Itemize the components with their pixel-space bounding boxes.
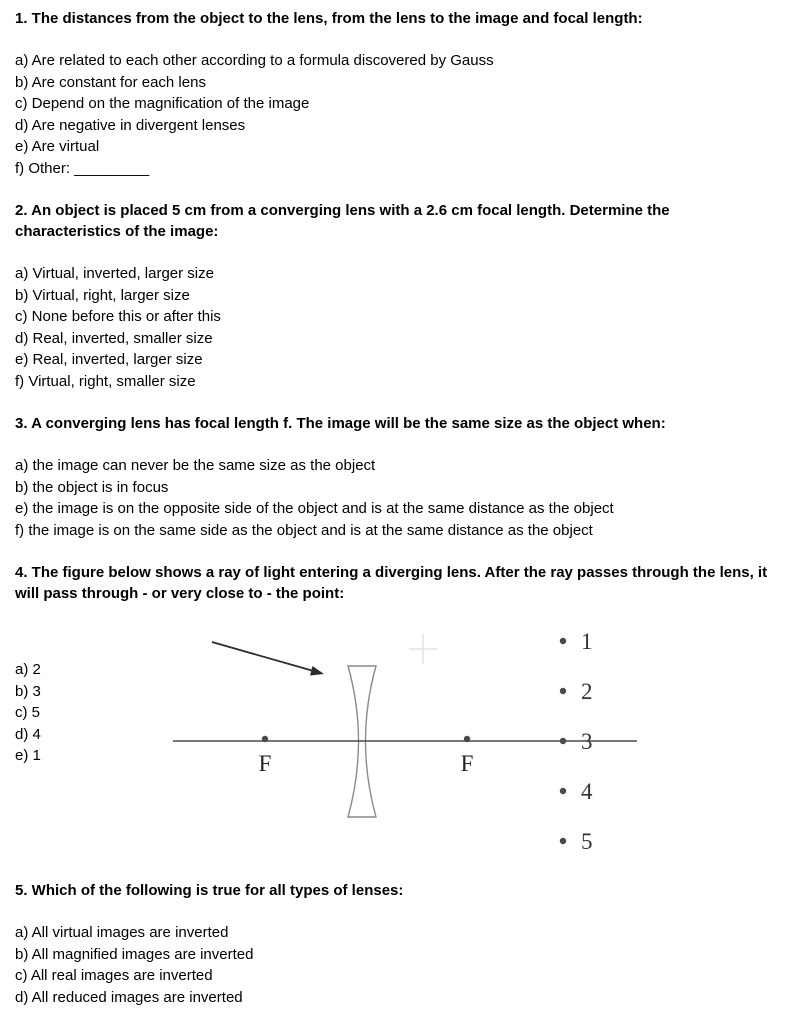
option-2b: b) Virtual, right, larger size xyxy=(15,286,190,304)
question-4-options xyxy=(15,659,41,767)
option-4d: d) 4 xyxy=(15,725,41,743)
point-dot-5 xyxy=(560,838,566,844)
question-1-options xyxy=(15,50,770,179)
question-2-options xyxy=(15,263,770,392)
ray-arrowhead-icon xyxy=(310,666,324,676)
option-3a: a) the image can never be the same size as the object xyxy=(15,457,376,474)
focal-point-dot-left xyxy=(262,736,268,742)
point-dot-1 xyxy=(560,638,566,644)
diverging-lens-diagram xyxy=(155,614,785,859)
focal-label-right: F xyxy=(460,751,474,776)
question-5-stem: 5. Which of the following is true for all types of lenses: xyxy=(15,882,404,899)
question-5-options xyxy=(15,922,770,1008)
point-dot-2 xyxy=(560,688,566,694)
option-3f: f) the image is on the same side as the object and is at the same distance as the object xyxy=(15,521,593,539)
question-2 xyxy=(15,200,770,392)
option-1a: a) Are related to each other according to a formula discovered by Gauss xyxy=(15,52,494,69)
option-2c: c) None before this or after this xyxy=(15,308,221,325)
question-3 xyxy=(15,413,770,541)
option-5b: b) All magnified images are inverted xyxy=(15,945,254,963)
point-dot-3 xyxy=(560,738,566,744)
option-2d: d) Real, inverted, smaller size xyxy=(15,329,213,347)
question-5 xyxy=(15,880,770,1008)
option-2a: a) Virtual, inverted, larger size xyxy=(15,265,214,282)
point-label-5: 5 xyxy=(581,829,593,854)
point-label-3: 3 xyxy=(581,729,593,754)
option-4a: a) 2 xyxy=(15,661,41,678)
option-5c: c) All real images are inverted xyxy=(15,967,213,984)
question-1-stem: 1. The distances from the object to the lens, from the lens to the image and focal length: xyxy=(15,10,643,27)
option-1d: d) Are negative in divergent lenses xyxy=(15,116,246,134)
figure-area xyxy=(15,614,770,859)
question-3-stem: 3. A converging lens has focal length f. The image will be the same size as the object when: xyxy=(15,415,666,432)
option-5d: d) All reduced images are inverted xyxy=(15,988,243,1006)
option-3b: b) the object is in focus xyxy=(15,478,169,496)
option-1f: f) Other: _________ xyxy=(15,159,150,177)
option-1e: e) Are virtual xyxy=(15,138,100,155)
option-1b: b) Are constant for each lens xyxy=(15,73,206,91)
option-5a: a) All virtual images are inverted xyxy=(15,924,229,941)
question-4-stem: 4. The figure below shows a ray of light entering a diverging lens. After the ray passes through the lens, it will pass through - or very close to - the point: xyxy=(15,564,768,602)
question-2-stem: 2. An object is placed 5 cm from a converging lens with a 2.6 cm focal length. Determine the characteristics of the image: xyxy=(15,202,670,240)
point-label-2: 2 xyxy=(581,679,593,704)
option-2e: e) Real, inverted, larger size xyxy=(15,351,203,368)
option-4c: c) 5 xyxy=(15,704,41,721)
point-label-1: 1 xyxy=(581,629,593,654)
question-1 xyxy=(15,8,770,179)
incident-ray xyxy=(212,642,317,672)
point-label-4: 4 xyxy=(581,779,593,804)
focal-point-dot-right xyxy=(464,736,470,742)
point-dot-4 xyxy=(560,788,566,794)
option-4e: e) 1 xyxy=(15,747,41,764)
option-2f: f) Virtual, right, smaller size xyxy=(15,372,196,390)
option-1c: c) Depend on the magnification of the image xyxy=(15,95,310,112)
question-3-options xyxy=(15,455,770,541)
focal-label-left: F xyxy=(258,751,272,776)
question-4 xyxy=(15,562,770,859)
option-4b: b) 3 xyxy=(15,682,41,700)
option-3e: e) the image is on the opposite side of the object and is at the same distance as the object xyxy=(15,500,614,517)
